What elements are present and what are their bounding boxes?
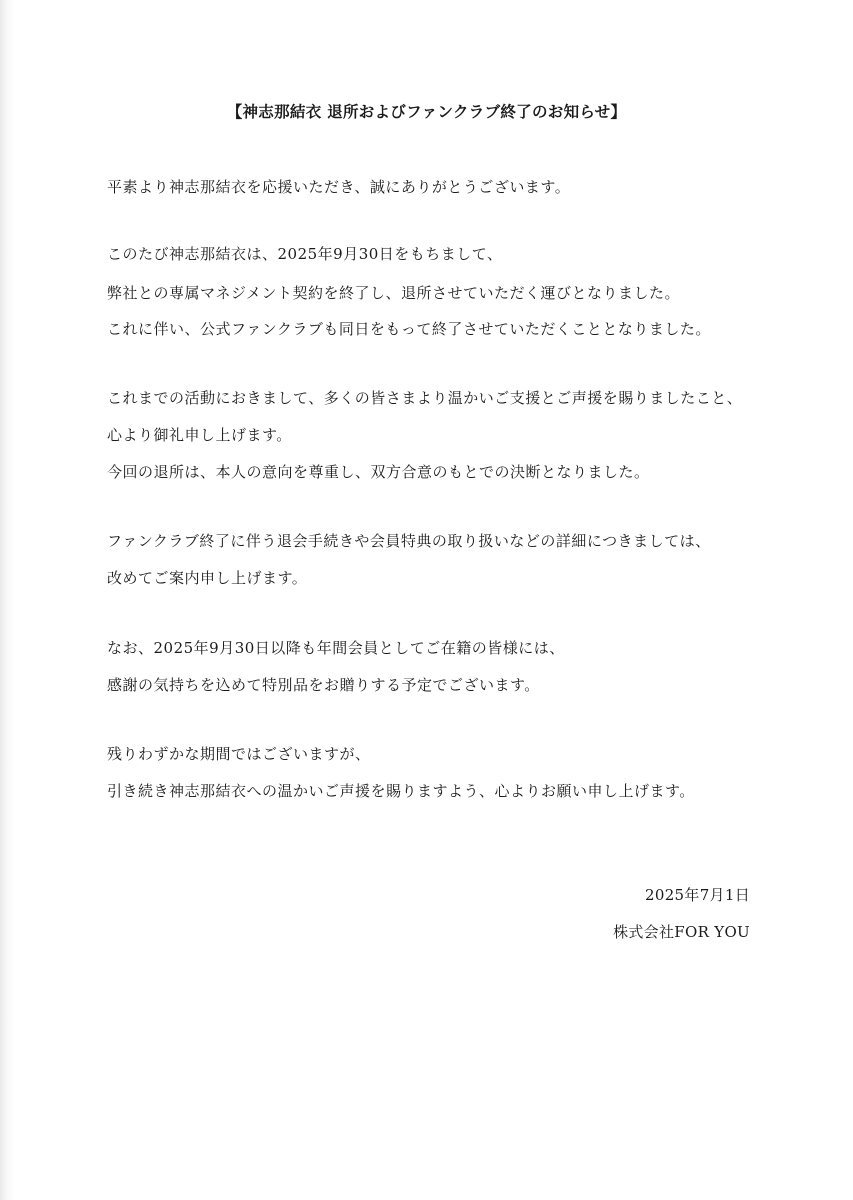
body-line: なお、2025年9月30日以降も年間会員としてご在籍の皆様には、 — [107, 639, 565, 657]
notice-title: 【神志那結衣 退所およびファンクラブ終了のお知らせ】 — [226, 102, 627, 121]
body-line: 引き続き神志那結衣への温かいご声援を賜りますよう、心よりお願い申し上げます。 — [107, 782, 695, 800]
body-line: これに伴い、公式ファンクラブも同日をもって終了させていただくこととなりました。 — [107, 320, 711, 338]
body-line: 今回の退所は、本人の意向を尊重し、双方合意のもとでの決断となりました。 — [107, 463, 650, 481]
body-line: 改めてご案内申し上げます。 — [107, 569, 308, 587]
body-line: 心より御礼申し上げます。 — [107, 426, 292, 444]
page-edge-shadow — [0, 0, 14, 1200]
body-line: ファンクラブ終了に伴う退会手続きや会員特典の取り扱いなどの詳細につきましては、 — [107, 532, 711, 550]
body-line: 感謝の気持ちを込めて特別品をお贈りする予定でございます。 — [107, 676, 540, 694]
body-line: 弊社との専属マネジメント契約を終了し、退所させていただく運びとなりました。 — [107, 284, 681, 302]
body-line: このたび神志那結衣は、2025年9月30日をもちまして、 — [107, 245, 503, 263]
body-line: 残りわずかな期間ではございますが、 — [107, 745, 371, 763]
notice-date: 2025年7月1日 — [645, 886, 750, 904]
company-name: 株式会社FOR YOU — [613, 923, 750, 941]
greeting-line: 平素より神志那結衣を応援いただき、誠にありがとうございます。 — [107, 178, 571, 196]
body-line: これまでの活動におきまして、多くの皆さまより温かいご支援とご声援を賜りましたこと、 — [107, 389, 743, 407]
